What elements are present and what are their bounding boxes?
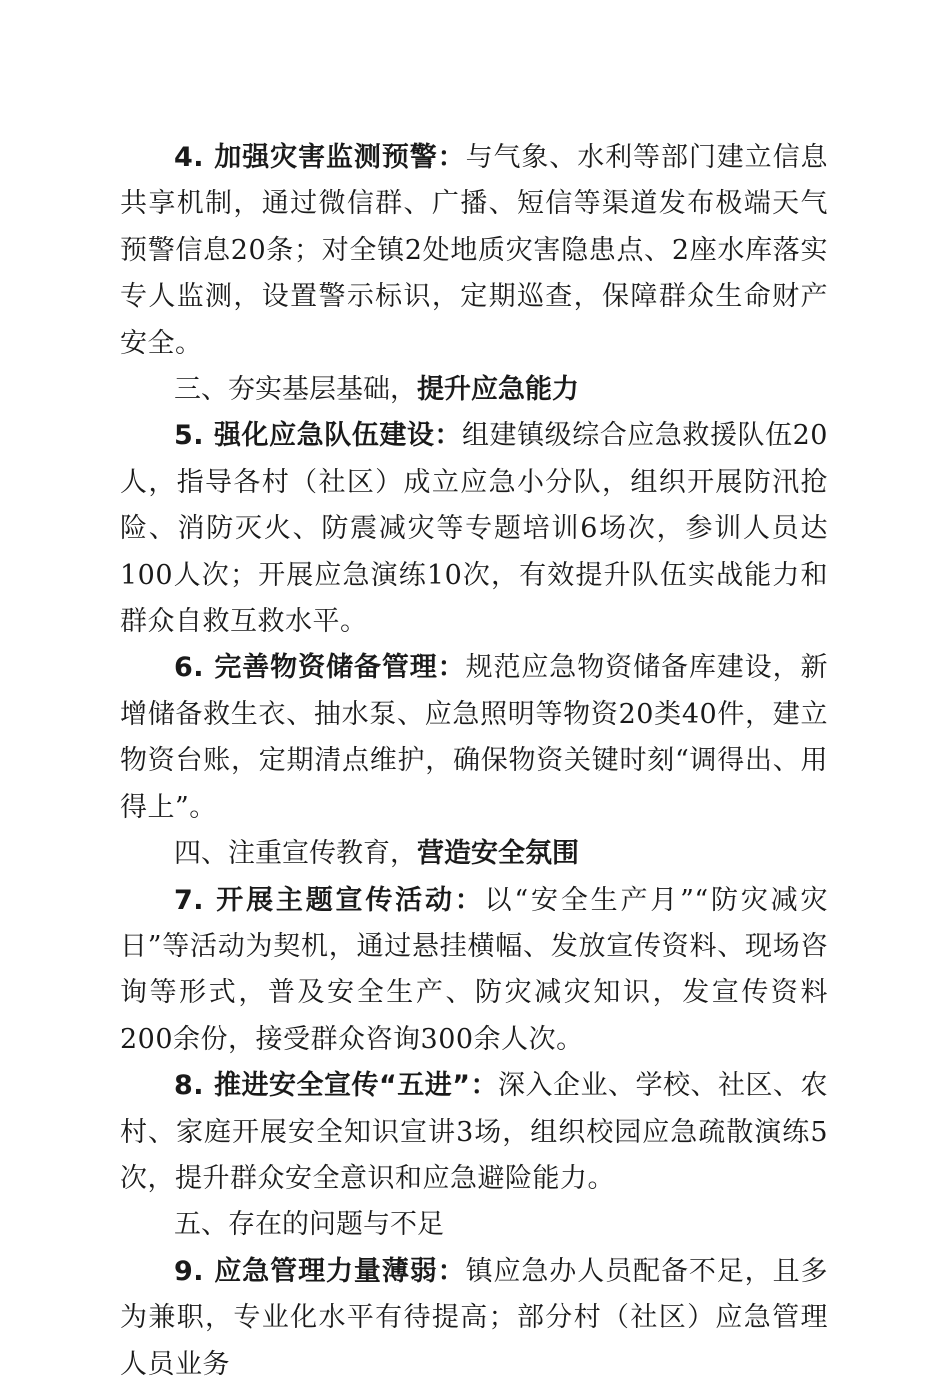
section-heading-5 xyxy=(120,1202,828,1248)
paragraph-item-7 xyxy=(120,878,828,1064)
section-heading-3 xyxy=(120,367,828,413)
item-lead: 4. 加强灾害监测预警： xyxy=(174,142,466,173)
heading-bold: 营造安全氛围 xyxy=(417,838,579,870)
item-lead: 9. 应急管理力量薄弱： xyxy=(174,1255,466,1287)
item-lead: 8. 推进安全宣传“五进”： xyxy=(174,1070,498,1102)
heading-prefix: 四、注重宣传教育， xyxy=(174,838,417,870)
paragraph-item-6 xyxy=(120,645,828,831)
paragraph-item-8 xyxy=(120,1063,828,1202)
item-text: 镇应急办人员配备不足，且多为兼职，专业化水平有待提高；部分村（社区）应急管理人员业务 xyxy=(120,1255,828,1380)
heading-prefix: 三、夯实基层基础， xyxy=(174,374,417,406)
item-lead: 7. 开展主题宣传活动： xyxy=(174,884,485,916)
item-lead: 6. 完善物资储备管理： xyxy=(174,652,466,684)
document-body xyxy=(120,135,828,1388)
item-text: 规范应急物资储备库建设，新增储备救生衣、抽水泵、应急照明等物资20类40件，建立物资台账，定期清点维护，确保物资关键时刻“调得出、用得上”。 xyxy=(120,652,828,823)
heading-bold: 提升应急能力 xyxy=(417,374,579,406)
item-text: 与气象、水利等部门建立信息共享机制，通过微信群、广播、短信等渠道发布极端天气预警信息20条；对全镇2处地质灾害隐患点、2座水库落实专人监测，设置警示标识，定期巡查，保障群众生命财产安全。 xyxy=(120,142,828,359)
paragraph-item-4 xyxy=(120,135,828,367)
heading-prefix: 五、存在的问题与不足 xyxy=(174,1209,444,1241)
item-text: 组建镇级综合应急救援队伍20人，指导各村（社区）成立应急小分队，组织开展防汛抢险、消防灭火、防震减灾等专题培训6场次，参训人员达100人次；开展应急演练10次，有效提升队伍实战能力和群众自救互救水平。 xyxy=(120,420,828,638)
item-text: 以“安全生产月”“防灾减灾日”等活动为契机，通过悬挂横幅、发放宣传资料、现场咨询等形式，普及安全生产、防灾减灾知识，发宣传资料200余份，接受群众咨询300余人次。 xyxy=(120,884,828,1055)
item-lead: 5. 强化应急队伍建设： xyxy=(174,420,462,452)
section-heading-4 xyxy=(120,831,828,877)
paragraph-item-5 xyxy=(120,413,828,645)
paragraph-item-9 xyxy=(120,1249,828,1388)
item-text: 深入企业、学校、社区、农村、家庭开展安全知识宣讲3场，组织校园应急疏散演练5次，提升群众安全意识和应急避险能力。 xyxy=(120,1070,828,1194)
